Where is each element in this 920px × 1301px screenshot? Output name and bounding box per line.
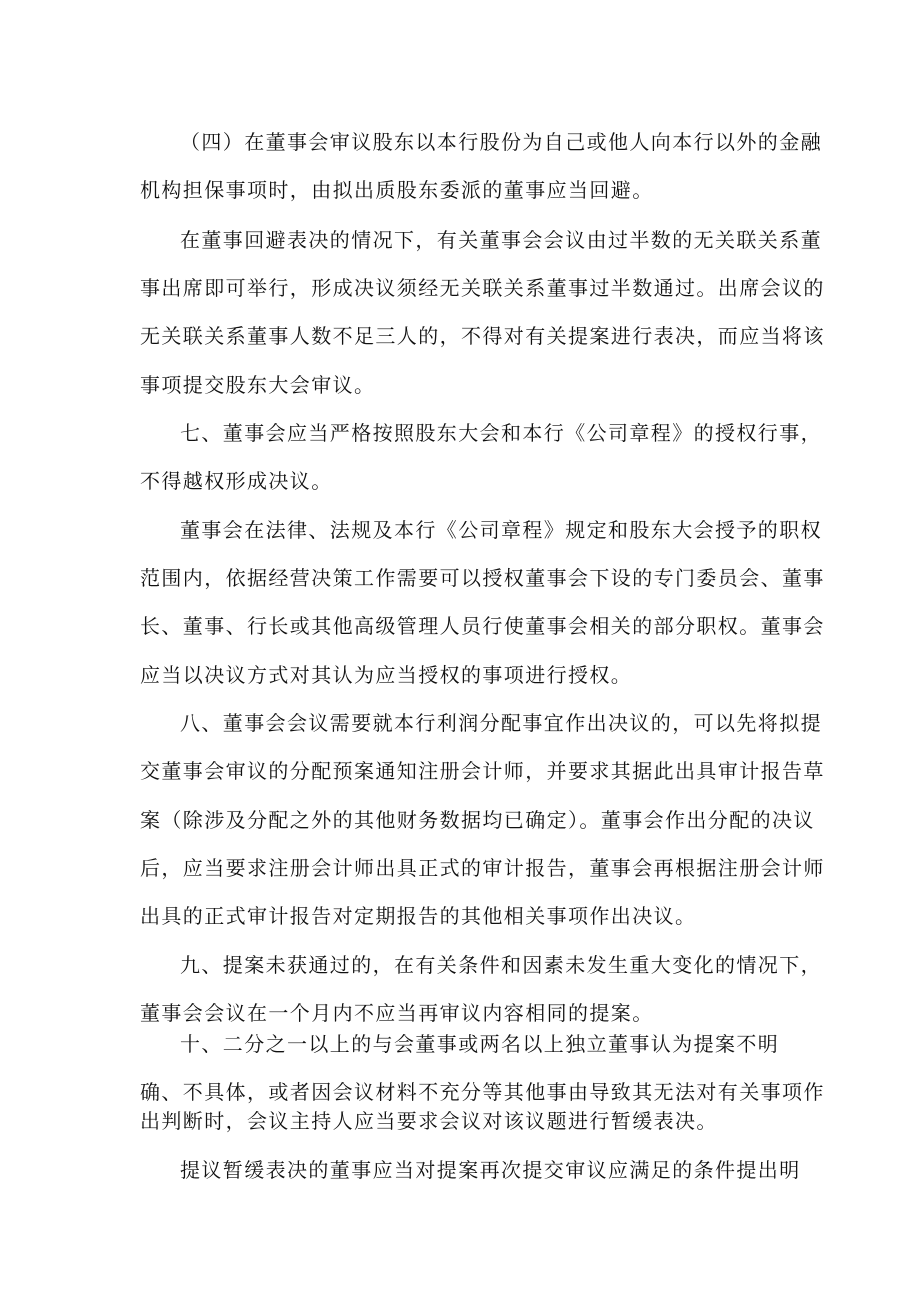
text-line: 范围内，依据经营决策工作需要可以授权董事会下设的专门委员会、董事 [140,566,825,590]
text-line: 事项提交股东大会审议。 [140,373,376,397]
text-line: （四）在董事会审议股东以本行股份为自己或他人向本行以外的金融 [180,130,822,154]
text-line: 事出席即可举行，形成决议须经无关联关系董事过半数通过。出席会议的 [140,276,825,300]
text-line: 不得越权形成决议。 [140,469,333,493]
text-line: 董事会在法律、法规及本行《公司章程》规定和股东大会授予的职权 [180,518,822,542]
text-line: 九、提案未获通过的，在有关条件和因素未发生重大变化的情况下， [180,953,822,977]
text-line: 应当以决议方式对其认为应当授权的事项进行授权。 [140,663,633,687]
text-line: 确、不具体，或者因会议材料不充分等其他事由导致其无法对有关事项作 [140,1080,825,1104]
text-line: 十、二分之一以上的与会董事或两名以上独立董事认为提案不明 [180,1032,780,1056]
text-line: 董事会会议在一个月内不应当再审议内容相同的提案。 [140,1001,654,1025]
text-line: 无关联关系董事人数不足三人的，不得对有关提案进行表决，而应当将该 [140,324,825,348]
text-line: 在董事回避表决的情况下，有关董事会会议由过半数的无关联关系董 [180,228,822,252]
text-line: 出具的正式审计报告对定期报告的其他相关事项作出决议。 [140,904,697,928]
text-line: 提议暂缓表决的董事应当对提案再次提交审议应满足的条件提出明 [180,1158,801,1182]
text-line: 机构担保事项时，由拟出质股东委派的董事应当回避。 [140,178,654,202]
text-line: 七、董事会应当严格按照股东大会和本行《公司章程》的授权行事， [180,421,822,445]
text-line: 后，应当要求注册会计师出具正式的审计报告，董事会再根据注册会计师 [140,856,825,880]
text-line: 长、董事、行长或其他高级管理人员行使董事会相关的部分职权。董事会 [140,614,825,638]
text-line: 案（除涉及分配之外的其他财务数据均已确定）。董事会作出分配的决议 [140,808,815,832]
text-line: 交董事会审议的分配预案通知注册会计师，并要求其据此出具审计报告草 [140,759,825,783]
text-line: 八、董事会会议需要就本行利润分配事宜作出决议的，可以先将拟提 [180,711,822,735]
text-line: 出判断时，会议主持人应当要求会议对该议题进行暂缓表决。 [140,1109,718,1133]
